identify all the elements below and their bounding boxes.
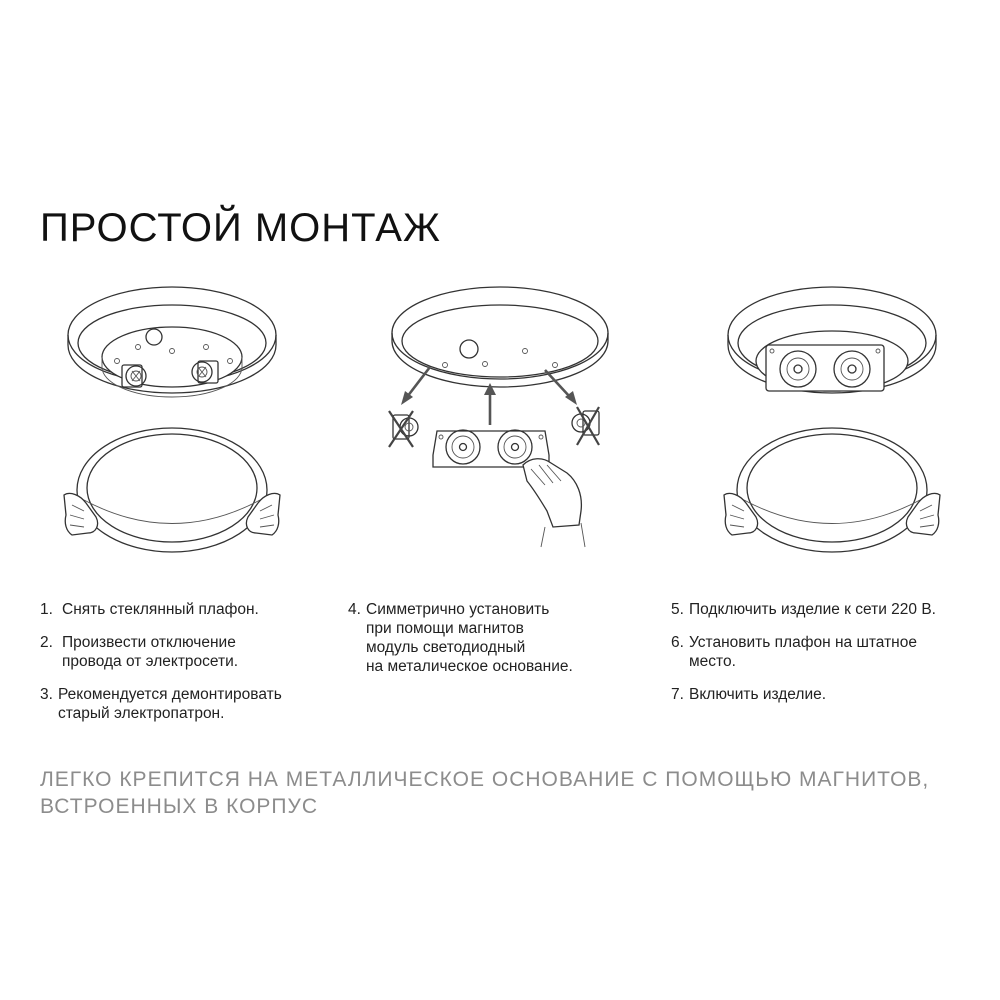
illustration-step-1 xyxy=(62,285,282,565)
step-item xyxy=(671,685,986,704)
footer-note: ЛЕГКО КРЕПИТСЯ НА МЕТАЛЛИЧЕСКОЕ ОСНОВАНИЕ С ПОМОЩЬЮ МАГНИТОВ, ВСТРОЕННЫХ В КОРПУС xyxy=(40,768,930,818)
step-item xyxy=(671,633,986,671)
step-text: Включить изделие. xyxy=(689,686,827,703)
led-module xyxy=(766,345,884,391)
step-number: 6. xyxy=(671,634,684,651)
step-item xyxy=(40,600,340,619)
removed-socket-icon xyxy=(389,411,418,447)
step-number: 4. xyxy=(348,601,361,618)
step-item xyxy=(40,633,340,671)
step-text: Симметрично установить при помощи магнитов модуль светодиодный на металическое основание. xyxy=(366,601,573,675)
steps-column-1 xyxy=(40,600,340,737)
ceiling-base xyxy=(68,287,276,397)
step-item xyxy=(348,600,648,676)
illustration-step-2 xyxy=(385,285,615,565)
arrow-icon xyxy=(484,383,496,425)
glass-shade xyxy=(737,428,927,552)
step-item xyxy=(40,685,340,723)
arrow-icon xyxy=(401,367,430,405)
illustration-step-3 xyxy=(722,285,942,565)
step-number: 7. xyxy=(671,686,684,703)
illustration-remove-shade xyxy=(62,285,282,565)
old-socket-icon xyxy=(122,365,146,387)
step-text: Рекомендуется демонтировать старый электропатрон. xyxy=(58,686,282,722)
steps-column-3 xyxy=(671,600,986,718)
illustration-replace-shade xyxy=(722,285,942,565)
page-title: ПРОСТОЙ МОНТАЖ xyxy=(40,206,441,250)
step-text: Подключить изделие к сети 220 В. xyxy=(689,601,936,618)
steps-column-2 xyxy=(348,600,648,690)
step-number: 3. xyxy=(40,686,53,703)
step-number: 5. xyxy=(671,601,684,618)
removed-socket-icon xyxy=(572,407,599,445)
step-text: Установить плафон на штатное место. xyxy=(689,634,917,670)
step-item xyxy=(671,600,986,619)
ceiling-base xyxy=(392,287,608,387)
illustration-install-module xyxy=(385,285,615,565)
glass-shade xyxy=(77,428,267,552)
step-number: 2. xyxy=(40,634,53,651)
step-number: 1. xyxy=(40,601,53,618)
hand-icon xyxy=(523,459,585,547)
step-text: Произвести отключение провода от электросети. xyxy=(62,634,239,670)
step-text: Снять стеклянный плафон. xyxy=(62,601,259,618)
